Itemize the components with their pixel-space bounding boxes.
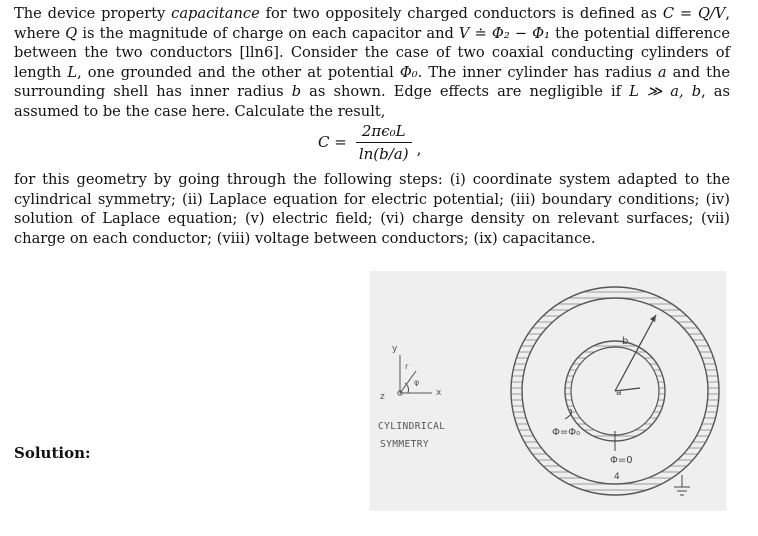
equation-numerator: 2πϵ₀L [356,122,412,143]
radius-a-label: a [616,388,622,398]
problem-statement-paragraph [14,4,730,122]
caption-line1: CYLINDRICAL [378,421,446,432]
text-run: is the magnitude of charge on each capacitor and [77,24,459,42]
text-run: , one grounded and the other at potential [77,63,400,81]
math-inline: C = Q/V [662,5,726,22]
term-capacitance: capacitance [171,5,260,22]
text-run: for two oppositely charged conductors is defined as [259,5,663,22]
coaxial-cylinders-figure [370,271,726,511]
equation-lhs: C = [318,133,347,151]
ground-symbol [674,475,690,495]
radius-r-label: r [405,362,409,371]
equation-denominator: ln(b/a) [358,144,409,163]
caption-line2: SYMMETRY [380,439,429,450]
text-run: The device property [14,5,172,22]
capacitance-equation [318,120,421,164]
radius-b-label: b [622,336,629,347]
math-inline: a [657,63,667,81]
inner-potential-label: Φ=Φ₀ [552,427,581,438]
equation-fraction [353,122,415,163]
axis-z-label: z [380,392,385,402]
solution-heading: Solution: [14,444,91,462]
ground-label: 4 [614,472,620,482]
axis-x-label: x [436,388,442,398]
text-run: , where [14,5,731,42]
text-run: . The inner cylinder has radius [417,63,658,81]
coordinate-axes [398,355,432,395]
outer-potential-label: Φ=0 [610,455,633,466]
text-run: as shown. Edge effects are negligible if [301,83,630,101]
text-run: and the surrounding shell has inner radius [14,63,731,101]
math-inline: Φ₀ [399,63,418,81]
text-run: the potential difference between the two conductors [lln6]. Consider the case of two coaxial conducting cylinders of length [14,24,730,81]
math-inline: L ≫ a, b [629,83,702,101]
angle-phi-label: φ [414,378,420,387]
axis-y-label: y [392,344,398,354]
math-inline: b [291,83,302,101]
math-inline: L [67,63,78,81]
math-inline: V ≐ Φ₂ − Φ₁ [458,24,550,42]
text-run: , as assumed to be the case here. Calculate the result, [14,83,730,120]
steps-paragraph: for this geometry by going through the following steps: (i) coordinate system adapted to the cylindrical symmetry; (ii) Laplace equation for electric potential; (iii) boundary conditions; (iv) solution of Laplace equation; (v) electric field; (vi) charge density on relevant surfaces; (vii) charge on each conductor; (viii) voltage between conductors; (ix) capacitance. [14,171,730,247]
equation-comma: , [416,140,422,158]
math-inline: Q [65,24,78,42]
